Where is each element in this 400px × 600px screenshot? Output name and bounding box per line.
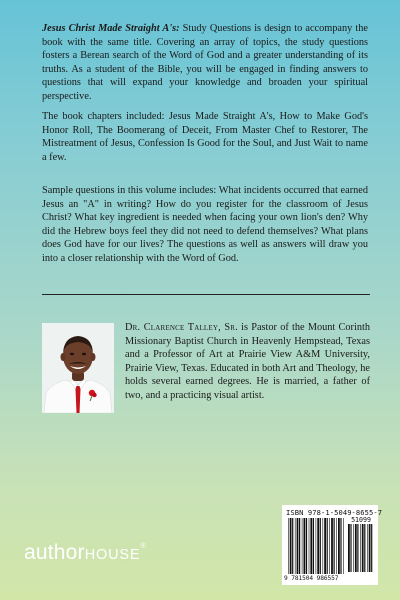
chapters-paragraph: The book chapters included: Jesus Made Straight A's, How to Make God's Honor Roll, The Boomerang of Deceit, From Master Chef to Restorer, The Mistreatment of Jesus, Confession Is Good for the Soul, and Just Wait to name a few. [42,111,368,163]
barcode-bar [353,524,354,572]
registered-mark: ® [140,543,146,550]
barcode-bar [338,518,340,574]
description-text: Study Questions is design to accompany the book with the same title. Covering an array of topics, the study questions fosters a Berean search of the Word of God and a greater understanding of its truths. As a student of the Bible, you will be engaged in finding answers to questions that will expand your knowledge and broaden your spiritual perspective. [42,23,369,102]
barcode-bar [355,524,357,572]
barcode-bar [306,518,307,574]
barcode-bar [309,518,310,574]
barcode-bar [292,518,293,574]
barcode-bar [334,518,335,574]
author-bio [125,321,370,403]
barcode-addon-bars [348,524,374,572]
sample-questions-paragraph: Sample questions in this volume includes: What incidents occurred that earned Jesus an "A" in writing? How do you register for the classroom of Jesus Christ? What key ingredient is needed when facing your own lion's den? Why did the Hebrew boys feel they did not need to defend themselves? What plans does God have for our lives? The questions as well as answers will draw you into a closer relationship with the Word of God. [42,185,368,264]
author-portrait-illustration [42,323,114,413]
barcode-bar [310,518,312,574]
barcode-bar [304,518,306,574]
barcode-bar [316,518,317,574]
barcode-digits: 9 781504 986557 [284,575,339,582]
author-name: Dr. Clarence Talley, Sr. [125,322,238,333]
barcode-bar [362,524,364,572]
book-title-italic: Jesus Christ Made Straight A's: [42,23,180,34]
barcode-bar [288,518,289,574]
description-paragraph [42,22,368,104]
barcode-bar [320,518,321,574]
barcode-bar [364,524,365,572]
barcode-bar [329,518,330,574]
barcode-bar [340,518,341,574]
barcode-bar [336,518,337,574]
isbn-label: ISBN 978-1-5049-8655-7 [286,508,383,517]
barcode-bar [348,524,350,572]
divider-rule [42,294,370,295]
logo-house-text: HOUSE [84,547,141,563]
barcode-bar [295,518,296,574]
barcode-bar [324,518,326,574]
barcode-bar [290,518,292,574]
barcode-bar [313,518,314,574]
barcode-bar [297,518,299,574]
publisher-logo [24,541,146,565]
barcode-bar [317,518,319,574]
barcode-main-bars [288,518,346,574]
barcode-bar [369,524,371,572]
barcode-bar [371,524,372,572]
barcode-bar [357,524,358,572]
barcode-bar [302,518,303,574]
barcode-bar [350,524,351,572]
barcode-bar [323,518,324,574]
isbn-barcode [282,505,383,585]
barcode-bar [299,518,300,574]
barcode-bar [331,518,333,574]
author-photo [42,323,114,413]
barcode-bar [367,524,368,572]
author-bio-text: is Pastor of the Mount Corinth Missionary Baptist Church in Heavenly Hempstead, Texas and a Professor of Art at Prairie View A&M University, Prairie View, Texas. Educated in both Art and Theology, he holds several earned degrees. He is married, a father of two, and a practicing visual artist. [125,322,370,401]
barcode-bar [360,524,361,572]
barcode-bar [327,518,328,574]
logo-author-text: author [24,541,85,564]
barcode-bar [343,518,344,574]
barcode-addon-code: 51099 [351,516,371,524]
